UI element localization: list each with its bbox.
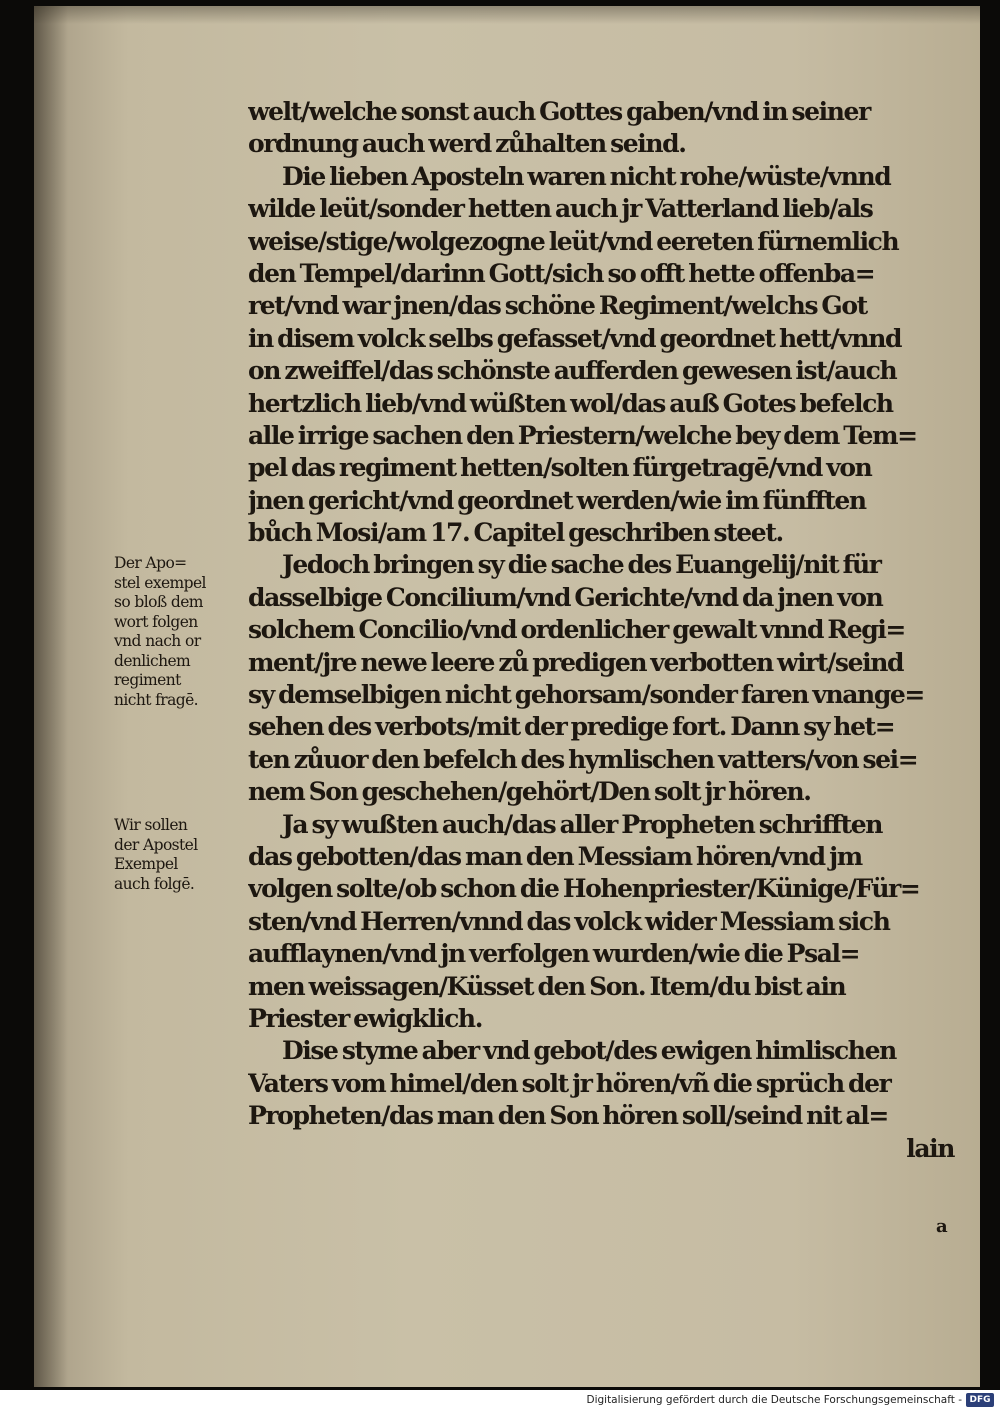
text-line: ret/vnd war jnen/das schöne Regiment/welchs Got — [248, 291, 867, 321]
margin-note-line: Der Apo= — [114, 554, 187, 572]
text-line: alle irrige sachen den Priestern/welche bey dem Tem= — [248, 420, 917, 450]
signature-mark: a — [936, 1216, 948, 1237]
dfg-logo-icon: DFG — [966, 1393, 994, 1407]
text-line: volgen solte/ob schon die Hohenpriester/Künige/Für= — [248, 874, 920, 904]
text-line: in disem volck selbs gefasset/vnd geordnet hett/vnnd — [248, 323, 902, 353]
text-line: bůch Mosi/am 17. Capitel geschriben steet. — [248, 518, 783, 548]
main-text-block — [248, 96, 960, 1165]
margin-note-line: wort folgen — [114, 612, 198, 631]
text-line: nem Son geschehen/gehört/Den solt jr hören. — [248, 777, 811, 807]
text-line: sten/vnd Herren/vnnd das volck wider Messiam sich — [248, 906, 890, 936]
text-line: Vaters vom himel/den solt jr hören/vñ die sprüch der — [248, 1068, 891, 1098]
margin-note-line: so bloß dem — [114, 593, 203, 611]
text-line: sehen des verbots/mit der predige fort. Dann sy het= — [248, 712, 895, 742]
margin-note-line: nicht fragē. — [114, 690, 198, 709]
margin-note-line: der Apostel — [114, 835, 198, 854]
margin-note-line: vnd nach or — [114, 632, 201, 650]
text-line: welt/welche sonst auch Gottes gaben/vnd in seiner — [248, 97, 870, 126]
text-line: Propheten/das man den Son hören soll/seind nit al= — [248, 1101, 888, 1131]
text-line: ten zůuor den befelch des hymlischen vatters/von sei= — [248, 744, 918, 774]
text-line: men weissagen/Küsset den Son. Item/du bist ain — [248, 971, 846, 1001]
margin-note-line: Wir sollen — [114, 816, 188, 834]
text-line: dasselbige Concilium/vnd Gerichte/vnd da jnen von — [248, 582, 883, 612]
funding-credit: Digitalisierung gefördert durch die Deutsche Forschungsgemeinschaft - — [586, 1394, 962, 1406]
text-line: on zweiffel/das schönste aufferden gewesen ist/auch — [248, 356, 897, 386]
text-line: Jedoch bringen sy die sache des Euangelij/nit für — [282, 550, 881, 580]
text-line: Priester ewigklich. — [248, 1003, 482, 1033]
margin-note-line: stel exempel — [114, 573, 206, 592]
text-line: Dise styme aber vnd gebot/des ewigen himlischen — [282, 1036, 896, 1066]
text-line: hertzlich lieb/vnd wüßten wol/das auß Gotes befelch — [248, 388, 893, 418]
text-line: aufflaynen/vnd jn verfolgen wurden/wie die Psal= — [248, 939, 860, 969]
text-line: jnen gericht/vnd geordnet werden/wie im fünfften — [248, 485, 866, 515]
margin-note-apostle-example — [114, 554, 242, 710]
text-line: sy demselbigen nicht gehorsam/sonder faren vnange= — [248, 680, 924, 710]
text-line: weise/stige/wolgezogne leüt/vnd eereten fürnemlich — [248, 226, 899, 256]
margin-note-line: denlichem — [114, 651, 191, 670]
footer-bar — [0, 1390, 1000, 1413]
text-line: den Tempel/darinn Gott/sich so offt hette offenba= — [248, 258, 875, 288]
text-line: Ja sy wußten auch/das aller Propheten schrifften — [282, 809, 883, 839]
gutter-shadow — [34, 6, 68, 1387]
text-line: Die lieben Aposteln waren nicht rohe/wüste/vnnd — [282, 161, 891, 191]
text-line: pel das regiment hetten/solten fürgetragē/vnd von — [248, 453, 872, 483]
text-line: das gebotten/das man den Messiam hören/vnd jm — [248, 841, 862, 871]
text-line: ment/jre newe leere zů predigen verbotten wirt/seind — [248, 647, 904, 677]
margin-note-follow-apostles — [114, 816, 242, 894]
text-line: solchem Concilio/vnd ordenlicher gewalt vnnd Regi= — [248, 615, 905, 645]
catchword: lain — [906, 1133, 954, 1163]
margin-note-line: regiment — [114, 671, 181, 689]
text-line: wilde leüt/sonder hetten auch jr Vatterland lieb/als — [248, 194, 873, 224]
margin-note-line: Exempel — [114, 855, 178, 873]
book-page — [34, 6, 980, 1387]
text-line: ordnung auch werd zůhalten seind. — [248, 129, 686, 159]
top-edge-shadow — [34, 6, 980, 24]
margin-note-line: auch folgē. — [114, 874, 195, 893]
